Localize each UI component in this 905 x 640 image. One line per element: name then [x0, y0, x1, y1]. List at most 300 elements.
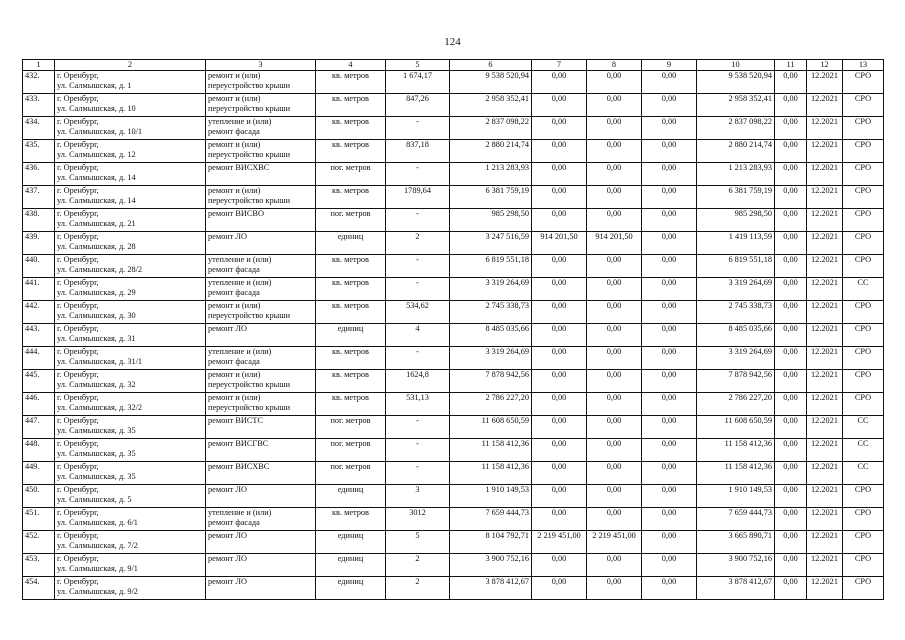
work-type-line: утепление и (или) — [208, 255, 272, 264]
table-row — [23, 301, 884, 324]
work-type-line: переустройство крыши — [208, 81, 291, 91]
address-cell — [55, 232, 206, 255]
address-street: ул. Салмышская, д. 5 — [57, 495, 132, 505]
work-type-cell — [206, 232, 316, 255]
work-type-line: переустройство крыши — [208, 311, 291, 321]
row-number: 433. — [23, 94, 55, 117]
work-type-cell — [206, 370, 316, 393]
work-type-line: ремонт фасада — [208, 288, 260, 298]
address-street: ул. Салмышская, д. 32 — [57, 380, 136, 390]
cost-cell: 914 201,50 — [532, 232, 587, 255]
total-cost-cell: 985 298,50 — [450, 209, 532, 232]
date-cell: 12.2021 — [807, 301, 843, 324]
quantity-cell: 1789,64 — [386, 186, 450, 209]
method-cell: СРО — [843, 301, 884, 324]
table-row — [23, 324, 884, 347]
address-street: ул. Салмышская, д. 9/2 — [57, 587, 138, 597]
quantity-cell: 4 — [386, 324, 450, 347]
total-cost-cell: 11 158 412,36 — [450, 439, 532, 462]
row-number: 438. — [23, 209, 55, 232]
cost-cell: 2 958 352,41 — [697, 94, 775, 117]
cost-cell: 2 837 098,22 — [697, 117, 775, 140]
cost-cell: 0,00 — [642, 554, 697, 577]
cost-cell: 6 381 759,19 — [697, 186, 775, 209]
quantity-cell: 837,18 — [386, 140, 450, 163]
cost-cell: 0,00 — [775, 393, 807, 416]
row-number: 450. — [23, 485, 55, 508]
address-cell — [55, 186, 206, 209]
table-row — [23, 209, 884, 232]
row-number: 452. — [23, 531, 55, 554]
method-cell: СРО — [843, 393, 884, 416]
cost-cell: 0,00 — [642, 577, 697, 600]
cost-cell: 0,00 — [587, 508, 642, 531]
address-cell — [55, 347, 206, 370]
method-cell: СРО — [843, 255, 884, 278]
cost-cell: 7 878 942,56 — [697, 370, 775, 393]
cost-cell: 0,00 — [587, 94, 642, 117]
work-type-cell — [206, 94, 316, 117]
address-city: г. Оренбург, — [57, 94, 99, 103]
total-cost-cell: 11 158 412,36 — [450, 462, 532, 485]
total-cost-cell: 2 958 352,41 — [450, 94, 532, 117]
work-type-cell — [206, 554, 316, 577]
unit-cell: единиц — [316, 232, 386, 255]
method-cell: СС — [843, 462, 884, 485]
method-cell: СРО — [843, 554, 884, 577]
address-cell — [55, 117, 206, 140]
cost-cell: 0,00 — [587, 462, 642, 485]
cost-cell: 0,00 — [642, 531, 697, 554]
address-street: ул. Салмышская, д. 28 — [57, 242, 136, 252]
unit-cell: единиц — [316, 324, 386, 347]
work-type-cell — [206, 301, 316, 324]
cost-cell: 0,00 — [587, 393, 642, 416]
address-city: г. Оренбург, — [57, 508, 99, 517]
cost-cell: 0,00 — [775, 186, 807, 209]
method-cell: СРО — [843, 94, 884, 117]
cost-cell: 2 219 451,00 — [532, 531, 587, 554]
unit-cell: единиц — [316, 531, 386, 554]
date-cell: 12.2021 — [807, 347, 843, 370]
cost-cell: 0,00 — [775, 117, 807, 140]
total-cost-cell: 9 538 520,94 — [450, 71, 532, 94]
cost-cell: 11 158 412,36 — [697, 439, 775, 462]
address-street: ул. Салмышская, д. 10 — [57, 104, 136, 114]
quantity-cell: - — [386, 439, 450, 462]
unit-cell: кв. метров — [316, 301, 386, 324]
cost-cell: 0,00 — [642, 439, 697, 462]
column-header: 9 — [642, 60, 697, 71]
table-row — [23, 439, 884, 462]
cost-cell: 11 608 650,59 — [697, 416, 775, 439]
cost-cell: 0,00 — [532, 416, 587, 439]
table-row — [23, 531, 884, 554]
row-number: 447. — [23, 416, 55, 439]
address-cell — [55, 485, 206, 508]
row-number: 439. — [23, 232, 55, 255]
address-street: ул. Салмышская, д. 6/1 — [57, 518, 138, 528]
date-cell: 12.2021 — [807, 508, 843, 531]
address-street: ул. Салмышская, д. 14 — [57, 196, 136, 206]
quantity-cell: 3012 — [386, 508, 450, 531]
column-header: 7 — [532, 60, 587, 71]
address-city: г. Оренбург, — [57, 186, 99, 195]
row-number: 443. — [23, 324, 55, 347]
cost-cell: 0,00 — [775, 531, 807, 554]
unit-cell: единиц — [316, 485, 386, 508]
table-row — [23, 370, 884, 393]
table-row — [23, 485, 884, 508]
method-cell: СС — [843, 439, 884, 462]
cost-cell: 1 910 149,53 — [697, 485, 775, 508]
address-street: ул. Салмышская, д. 1 — [57, 81, 132, 91]
date-cell: 12.2021 — [807, 232, 843, 255]
row-number: 435. — [23, 140, 55, 163]
address-street: ул. Салмышская, д. 21 — [57, 219, 136, 229]
total-cost-cell: 3 319 264,69 — [450, 347, 532, 370]
date-cell: 12.2021 — [807, 439, 843, 462]
column-header: 13 — [843, 60, 884, 71]
cost-cell: 0,00 — [532, 324, 587, 347]
cost-cell: 0,00 — [642, 94, 697, 117]
cost-cell: 0,00 — [775, 163, 807, 186]
address-street: ул. Салмышская, д. 35 — [57, 449, 136, 459]
address-street: ул. Салмышская, д. 35 — [57, 472, 136, 482]
row-number: 454. — [23, 577, 55, 600]
method-cell: СРО — [843, 531, 884, 554]
quantity-cell: 3 — [386, 485, 450, 508]
quantity-cell: - — [386, 416, 450, 439]
work-type-cell — [206, 347, 316, 370]
date-cell: 12.2021 — [807, 462, 843, 485]
cost-cell: 914 201,50 — [587, 232, 642, 255]
total-cost-cell: 11 608 650,59 — [450, 416, 532, 439]
address-city: г. Оренбург, — [57, 232, 99, 241]
total-cost-cell: 2 880 214,74 — [450, 140, 532, 163]
cost-cell: 1 419 113,59 — [697, 232, 775, 255]
cost-cell: 0,00 — [642, 393, 697, 416]
cost-cell: 0,00 — [587, 163, 642, 186]
table-row — [23, 554, 884, 577]
cost-cell: 0,00 — [775, 94, 807, 117]
address-cell — [55, 577, 206, 600]
column-header: 12 — [807, 60, 843, 71]
cost-cell: 0,00 — [532, 393, 587, 416]
quantity-cell: 2 — [386, 232, 450, 255]
cost-cell: 0,00 — [775, 301, 807, 324]
work-type-line: ремонт ЛО — [208, 324, 247, 333]
table-row — [23, 508, 884, 531]
work-type-cell — [206, 140, 316, 163]
cost-cell: 2 219 451,00 — [587, 531, 642, 554]
cost-cell: 0,00 — [532, 554, 587, 577]
total-cost-cell: 3 878 412,67 — [450, 577, 532, 600]
unit-cell: кв. метров — [316, 117, 386, 140]
quantity-cell: 531,13 — [386, 393, 450, 416]
date-cell: 12.2021 — [807, 94, 843, 117]
cost-cell: 0,00 — [775, 255, 807, 278]
table-row — [23, 71, 884, 94]
method-cell: СРО — [843, 209, 884, 232]
work-type-cell — [206, 209, 316, 232]
date-cell: 12.2021 — [807, 393, 843, 416]
cost-cell: 0,00 — [587, 117, 642, 140]
cost-cell: 0,00 — [587, 485, 642, 508]
work-type-line: утепление и (или) — [208, 347, 272, 356]
method-cell: СРО — [843, 324, 884, 347]
address-cell — [55, 531, 206, 554]
total-cost-cell: 3 247 516,59 — [450, 232, 532, 255]
address-city: г. Оренбург, — [57, 393, 99, 402]
work-type-line: утепление и (или) — [208, 508, 272, 517]
method-cell: СРО — [843, 140, 884, 163]
cost-cell: 0,00 — [642, 347, 697, 370]
work-type-cell — [206, 255, 316, 278]
quantity-cell: 5 — [386, 531, 450, 554]
address-cell — [55, 140, 206, 163]
work-type-line: ремонт ЛО — [208, 577, 247, 586]
column-header: 1 — [23, 60, 55, 71]
address-cell — [55, 71, 206, 94]
cost-cell: 0,00 — [532, 301, 587, 324]
cost-cell: 0,00 — [532, 485, 587, 508]
work-type-line: ремонт фасада — [208, 518, 260, 528]
address-street: ул. Салмышская, д. 32/2 — [57, 403, 143, 413]
address-cell — [55, 278, 206, 301]
cost-cell: 3 319 264,69 — [697, 278, 775, 301]
date-cell: 12.2021 — [807, 255, 843, 278]
column-header: 2 — [55, 60, 206, 71]
cost-cell: 0,00 — [532, 370, 587, 393]
method-cell: СРО — [843, 117, 884, 140]
cost-cell: 0,00 — [642, 163, 697, 186]
table-row — [23, 393, 884, 416]
unit-cell: пог. метров — [316, 462, 386, 485]
method-cell: СРО — [843, 347, 884, 370]
cost-cell: 0,00 — [642, 485, 697, 508]
cost-cell: 6 819 551,18 — [697, 255, 775, 278]
work-type-cell — [206, 71, 316, 94]
cost-cell: 0,00 — [587, 416, 642, 439]
cost-cell: 0,00 — [775, 485, 807, 508]
total-cost-cell: 6 819 551,18 — [450, 255, 532, 278]
column-header: 10 — [697, 60, 775, 71]
work-type-line: переустройство крыши — [208, 150, 291, 160]
work-type-cell — [206, 278, 316, 301]
address-city: г. Оренбург, — [57, 209, 99, 218]
cost-cell: 3 900 752,16 — [697, 554, 775, 577]
unit-cell: пог. метров — [316, 439, 386, 462]
unit-cell: кв. метров — [316, 71, 386, 94]
address-street: ул. Салмышская, д. 30 — [57, 311, 136, 321]
address-city: г. Оренбург, — [57, 370, 99, 379]
address-city: г. Оренбург, — [57, 117, 99, 126]
cost-cell: 0,00 — [642, 324, 697, 347]
work-type-line: ремонт ЛО — [208, 554, 247, 563]
work-type-line: ремонт и (или) — [208, 186, 261, 195]
table-row — [23, 140, 884, 163]
table-row — [23, 232, 884, 255]
cost-cell: 0,00 — [642, 255, 697, 278]
work-type-cell — [206, 393, 316, 416]
method-cell: СРО — [843, 232, 884, 255]
cost-cell: 0,00 — [775, 439, 807, 462]
unit-cell: пог. метров — [316, 163, 386, 186]
row-number: 444. — [23, 347, 55, 370]
work-type-line: ремонт фасада — [208, 127, 260, 137]
cost-cell: 0,00 — [532, 186, 587, 209]
cost-cell: 0,00 — [587, 209, 642, 232]
date-cell: 12.2021 — [807, 554, 843, 577]
cost-cell: 0,00 — [642, 209, 697, 232]
cost-cell: 0,00 — [587, 554, 642, 577]
cost-cell: 0,00 — [532, 140, 587, 163]
address-city: г. Оренбург, — [57, 301, 99, 310]
address-cell — [55, 462, 206, 485]
address-city: г. Оренбург, — [57, 255, 99, 264]
cost-cell: 0,00 — [642, 140, 697, 163]
work-type-line: ремонт и (или) — [208, 140, 261, 149]
address-cell — [55, 255, 206, 278]
work-type-line: ремонт ВИСХВС — [208, 163, 270, 172]
column-header: 11 — [775, 60, 807, 71]
unit-cell: пог. метров — [316, 209, 386, 232]
cost-cell: 0,00 — [532, 117, 587, 140]
unit-cell: кв. метров — [316, 508, 386, 531]
unit-cell: кв. метров — [316, 186, 386, 209]
address-street: ул. Салмышская, д. 31/1 — [57, 357, 143, 367]
cost-cell: 3 665 890,71 — [697, 531, 775, 554]
work-type-line: ремонт ВИСГВС — [208, 439, 269, 448]
cost-cell: 0,00 — [587, 439, 642, 462]
table-row — [23, 255, 884, 278]
address-street: ул. Салмышская, д. 35 — [57, 426, 136, 436]
address-cell — [55, 370, 206, 393]
cost-cell: 0,00 — [642, 301, 697, 324]
quantity-cell: - — [386, 462, 450, 485]
cost-cell: 0,00 — [532, 255, 587, 278]
cost-cell: 11 158 412,36 — [697, 462, 775, 485]
work-type-line: утепление и (или) — [208, 117, 272, 126]
table-row — [23, 94, 884, 117]
work-type-cell — [206, 117, 316, 140]
total-cost-cell: 8 104 792,71 — [450, 531, 532, 554]
unit-cell: кв. метров — [316, 370, 386, 393]
row-number: 448. — [23, 439, 55, 462]
cost-cell: 0,00 — [775, 577, 807, 600]
unit-cell: пог. метров — [316, 416, 386, 439]
cost-cell: 0,00 — [587, 577, 642, 600]
work-type-line: ремонт фасада — [208, 265, 260, 275]
cost-cell: 7 659 444,73 — [697, 508, 775, 531]
quantity-cell: 2 — [386, 577, 450, 600]
address-city: г. Оренбург, — [57, 71, 99, 80]
address-cell — [55, 301, 206, 324]
total-cost-cell: 8 485 035,66 — [450, 324, 532, 347]
date-cell: 12.2021 — [807, 140, 843, 163]
method-cell: СРО — [843, 370, 884, 393]
cost-cell: 0,00 — [532, 347, 587, 370]
row-number: 453. — [23, 554, 55, 577]
work-type-cell — [206, 462, 316, 485]
work-type-line: ремонт ВИСВО — [208, 209, 264, 218]
row-number: 434. — [23, 117, 55, 140]
quantity-cell: - — [386, 163, 450, 186]
row-number: 446. — [23, 393, 55, 416]
work-type-line: ремонт ВИСХВС — [208, 462, 270, 471]
address-city: г. Оренбург, — [57, 347, 99, 356]
cost-cell: 0,00 — [587, 186, 642, 209]
cost-cell: 0,00 — [775, 554, 807, 577]
cost-cell: 3 878 412,67 — [697, 577, 775, 600]
table-row — [23, 416, 884, 439]
cost-cell: 0,00 — [587, 278, 642, 301]
date-cell: 12.2021 — [807, 324, 843, 347]
work-type-line: переустройство крыши — [208, 104, 291, 114]
cost-cell: 0,00 — [532, 439, 587, 462]
total-cost-cell: 7 659 444,73 — [450, 508, 532, 531]
unit-cell: единиц — [316, 554, 386, 577]
cost-cell: 985 298,50 — [697, 209, 775, 232]
work-type-cell — [206, 531, 316, 554]
total-cost-cell: 3 319 264,69 — [450, 278, 532, 301]
cost-cell: 0,00 — [775, 347, 807, 370]
cost-cell: 2 786 227,20 — [697, 393, 775, 416]
cost-cell: 0,00 — [775, 370, 807, 393]
date-cell: 12.2021 — [807, 209, 843, 232]
table-row — [23, 462, 884, 485]
address-city: г. Оренбург, — [57, 577, 99, 586]
address-city: г. Оренбург, — [57, 416, 99, 425]
date-cell: 12.2021 — [807, 577, 843, 600]
row-number: 432. — [23, 71, 55, 94]
row-number: 451. — [23, 508, 55, 531]
address-cell — [55, 324, 206, 347]
work-type-line: ремонт и (или) — [208, 301, 261, 310]
cost-cell: 0,00 — [775, 278, 807, 301]
address-city: г. Оренбург, — [57, 439, 99, 448]
row-number: 442. — [23, 301, 55, 324]
method-cell: СРО — [843, 163, 884, 186]
work-type-line: ремонт ВИСТС — [208, 416, 264, 425]
cost-cell: 2 745 338,73 — [697, 301, 775, 324]
cost-cell: 0,00 — [775, 462, 807, 485]
work-type-line: переустройство крыши — [208, 380, 291, 390]
quantity-cell: 1 674,17 — [386, 71, 450, 94]
cost-cell: 8 485 035,66 — [697, 324, 775, 347]
total-cost-cell: 6 381 759,19 — [450, 186, 532, 209]
cost-cell: 0,00 — [642, 186, 697, 209]
date-cell: 12.2021 — [807, 163, 843, 186]
work-type-cell — [206, 485, 316, 508]
total-cost-cell: 2 745 338,73 — [450, 301, 532, 324]
page-number: 124 — [444, 36, 461, 48]
register-table — [22, 59, 884, 600]
address-street: ул. Салмышская, д. 31 — [57, 334, 136, 344]
date-cell: 12.2021 — [807, 416, 843, 439]
work-type-line: ремонт ЛО — [208, 485, 247, 494]
work-type-cell — [206, 324, 316, 347]
total-cost-cell: 7 878 942,56 — [450, 370, 532, 393]
quantity-cell: 847,26 — [386, 94, 450, 117]
unit-cell: кв. метров — [316, 393, 386, 416]
cost-cell: 0,00 — [642, 117, 697, 140]
work-type-cell — [206, 439, 316, 462]
work-type-line: ремонт фасада — [208, 357, 260, 367]
quantity-cell: 2 — [386, 554, 450, 577]
work-type-line: ремонт и (или) — [208, 94, 261, 103]
